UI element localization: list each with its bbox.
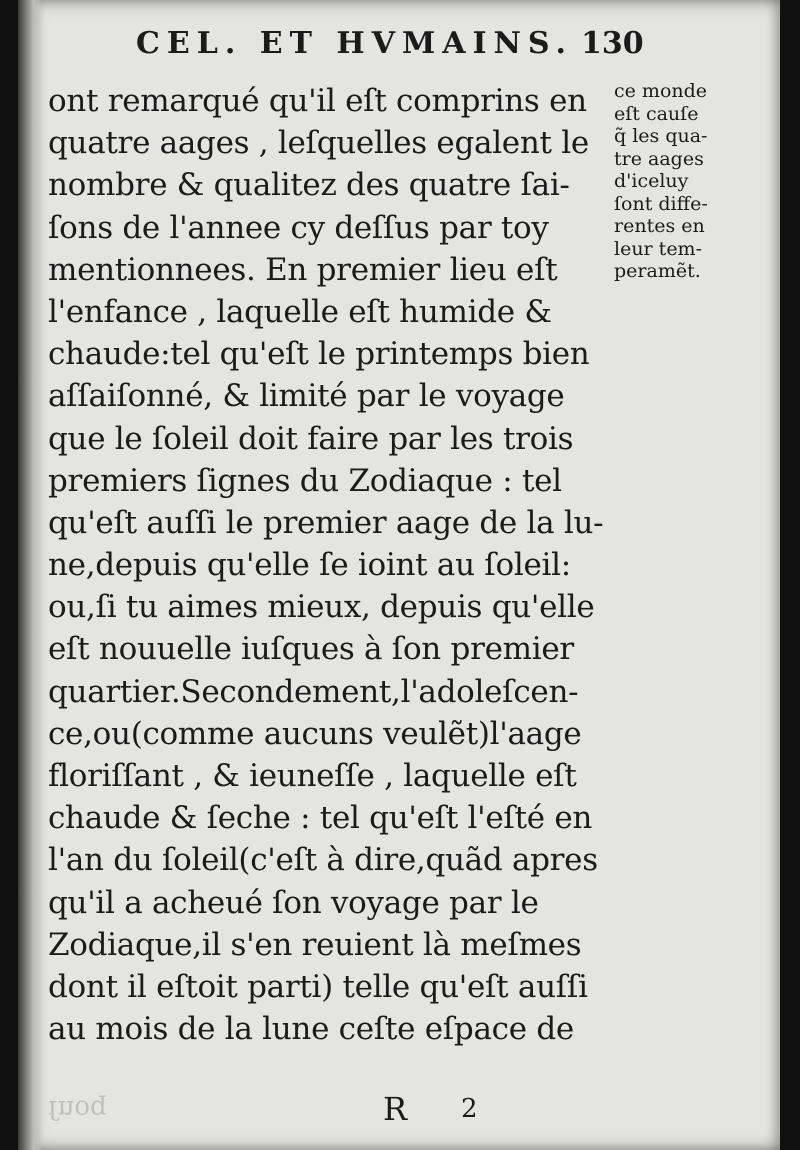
marginal-note-line: peramẽt. xyxy=(614,260,701,282)
text-line: l'an du ſoleil(c'eſt à dire,quãd apres xyxy=(48,842,598,879)
running-title: CEL. ET HVMAINS. xyxy=(136,26,573,61)
text-line: premiers ſignes du Zodiaque : tel xyxy=(48,462,562,499)
book-page xyxy=(18,0,780,1150)
text-line: dont il eſtoit parti) telle qu'eſt auſſi xyxy=(48,968,588,1005)
marginal-note xyxy=(614,80,739,283)
text-line: chaude:tel qu'eſt le printemps bien xyxy=(48,336,590,373)
page-number: 130 xyxy=(581,26,644,61)
marginal-note-line: ce monde xyxy=(614,80,708,102)
text-line: qu'eſt auſſi le premier aage de la lu- xyxy=(48,504,604,541)
text-line: chaude & ſeche : tel qu'eſt l'eſté en xyxy=(48,800,593,837)
text-line: nombre & qualitez des quatre ſai- xyxy=(48,167,570,204)
signature-mark xyxy=(383,1090,523,1130)
text-line: ont remarqué qu'il eſt comprins en xyxy=(48,83,587,119)
signature-number: 2 xyxy=(461,1094,478,1124)
text-line: au mois de la lune ceſte eſpace de xyxy=(48,1011,574,1048)
text-line: eſt nouuelle iuſques à ſon premier xyxy=(48,631,574,668)
body-text xyxy=(48,80,618,1050)
text-line: ſons de l'annee cy deſſus par toy xyxy=(48,209,549,246)
marginal-note-line: ſont diffe- xyxy=(614,192,708,215)
text-line: floriſſant , & ieuneſſe , laquelle eſt xyxy=(48,758,577,794)
marginal-note-line: q̃ les qua- xyxy=(614,125,708,147)
page-gutter-shadow xyxy=(18,0,44,1150)
text-line: quatre aages , leſquelles egalent le xyxy=(48,125,589,162)
text-line: ou,ſi tu aimes mieux, depuis qu'elle xyxy=(48,589,595,626)
text-line: quartier.Secondement,l'adoleſcen- xyxy=(48,673,579,710)
bleed-through-text: ſnoq xyxy=(48,1094,107,1124)
text-line: Zodiaque,il s'en reuient là meſmes xyxy=(48,926,582,963)
running-head xyxy=(18,26,780,66)
text-line: ce,ou(comme aucuns veulẽt)l'aage xyxy=(48,715,582,752)
signature-letter: R xyxy=(383,1090,408,1128)
marginal-note-line: tre aages xyxy=(614,147,704,170)
text-line: ne,depuis qu'elle ſe ioint au ſoleil: xyxy=(48,547,571,584)
text-line: que le ſoleil doit faire par les trois xyxy=(48,420,574,457)
marginal-note-line: rentes en xyxy=(614,215,705,237)
text-line: mentionnees. En premier lieu eſt xyxy=(48,251,558,288)
marginal-note-line: leur tem- xyxy=(614,237,702,260)
marginal-note-line: eſt cauſe xyxy=(614,102,699,125)
marginal-note-line: d'iceluy xyxy=(614,170,689,192)
text-line: qu'il a acheué ſon voyage par le xyxy=(48,884,539,921)
text-line: aſſaiſonné, & limité par le voyage xyxy=(48,378,565,415)
text-line: l'enfance , laquelle eſt humide & xyxy=(48,293,552,330)
